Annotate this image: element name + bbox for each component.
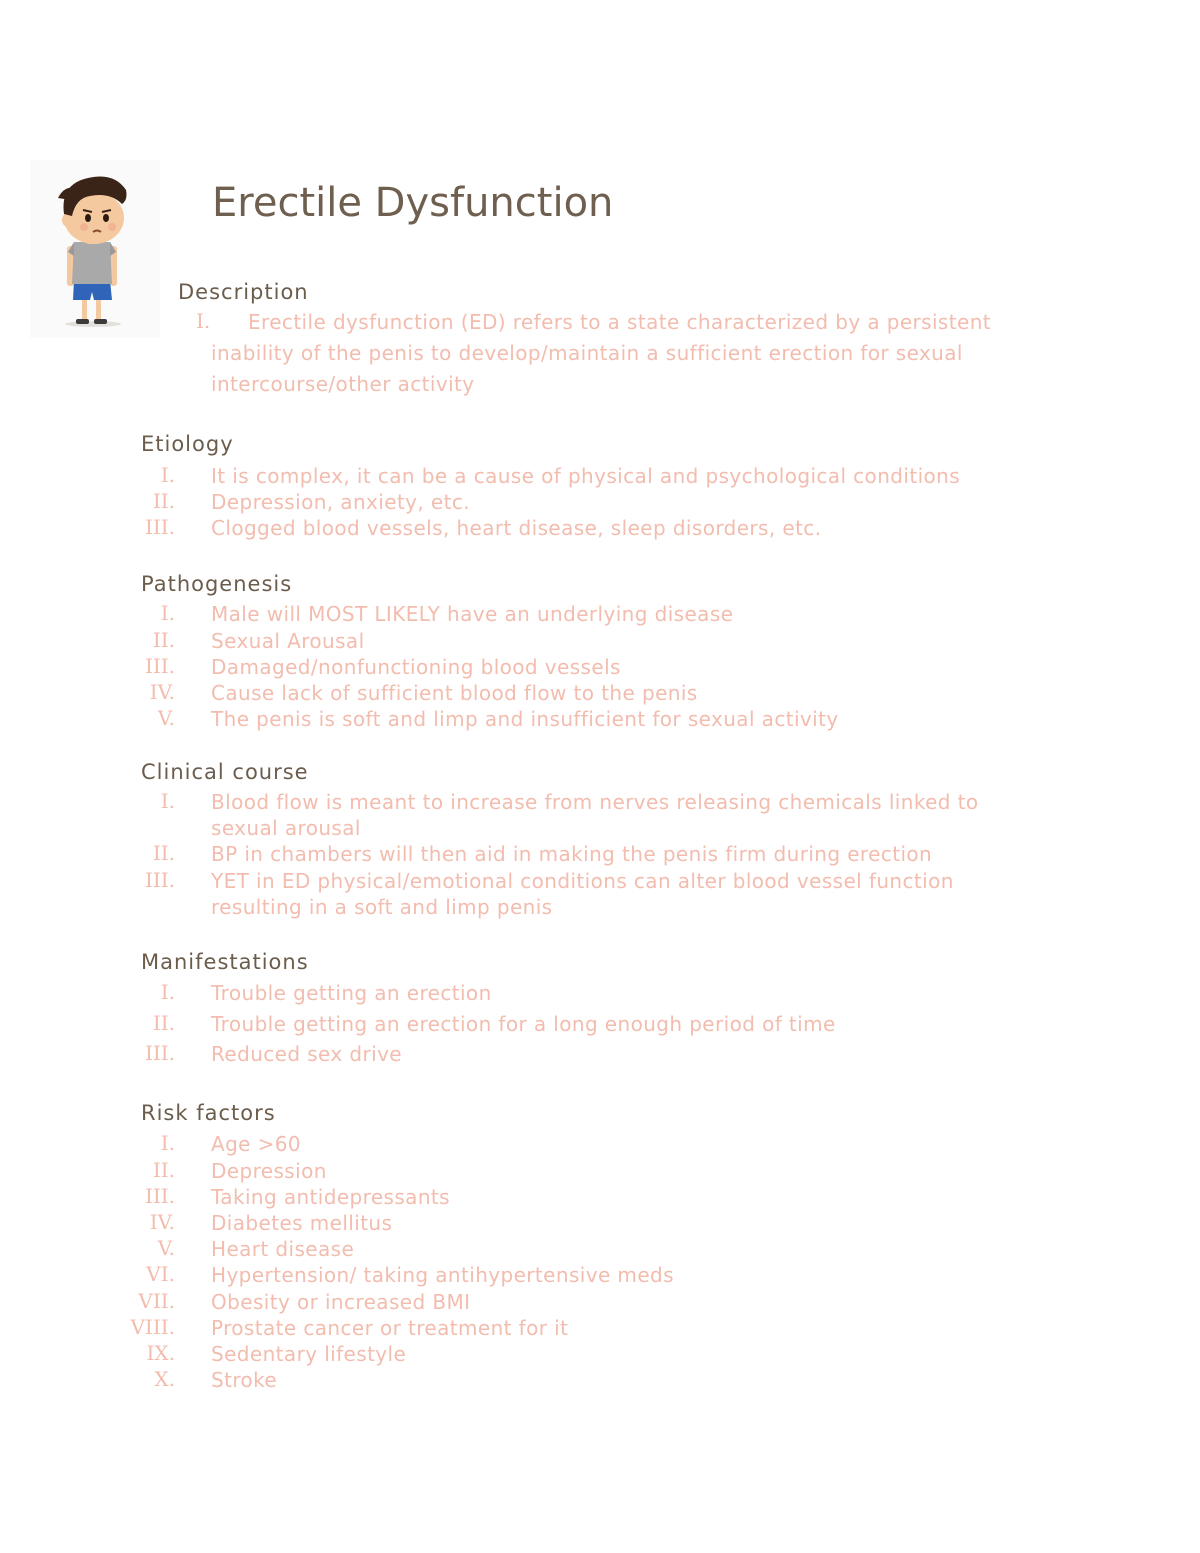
list-item [0, 1131, 1200, 1157]
list-item-number: I. [160, 789, 175, 813]
page-title: Erectile Dysfunction [212, 180, 614, 226]
section-heading-pathogenesis: Pathogenesis [141, 572, 293, 596]
list-item-number: II. [152, 489, 175, 513]
list-item-text: Reduced sex drive [211, 1042, 403, 1066]
list-item [0, 1367, 1200, 1393]
list-item [0, 1184, 1200, 1210]
list-item-text: YET in ED physical/emotional conditions can alter blood vessel function resulting in a soft and limp penis [211, 869, 954, 919]
list-item-number: IX. [146, 1341, 175, 1365]
list-item-number: III. [144, 1041, 175, 1065]
list-item-number: VIII. [130, 1315, 175, 1339]
list-item-number: I. [160, 980, 175, 1004]
list-item-text: Taking antidepressants [211, 1185, 450, 1209]
list-item-text: Stroke [211, 1368, 278, 1392]
list-item-number: III. [144, 868, 175, 892]
list-item-text: Depression [211, 1159, 327, 1183]
list-item-text: It is complex, it can be a cause of physical and psychological conditions [211, 464, 961, 488]
list-item [0, 515, 1200, 541]
list-item [0, 628, 1200, 654]
list-item-text: BP in chambers will then aid in making the penis firm during erection [211, 842, 933, 866]
list-item-number: I. [160, 1131, 175, 1155]
list-item [0, 868, 1200, 919]
list-item-text: Depression, anxiety, etc. [211, 490, 471, 514]
list-item-text: Trouble getting an erection for a long enough period of time [211, 1012, 836, 1036]
list-item-number: I. [160, 601, 175, 625]
list-item-text: Erectile dysfunction (ED) refers to a state characterized by a persistent inability of the penis to develop/maintain a sufficient erection for sexual intercourse/other activity [211, 310, 992, 396]
list-item-text: Blood flow is meant to increase from nerves releasing chemicals linked to sexual arousal [211, 790, 979, 840]
section-heading-description: Description [178, 280, 309, 304]
cartoon-boy-icon [30, 160, 160, 338]
section-heading-manifestations: Manifestations [141, 950, 309, 974]
list-item [0, 601, 1200, 627]
list-item-number: I. [196, 309, 211, 333]
list-item-number: II. [152, 841, 175, 865]
list-item-text: Male will MOST LIKELY have an underlying disease [211, 602, 734, 626]
list-item-number: X. [154, 1367, 175, 1391]
list-item-text: Clogged blood vessels, heart disease, sleep disorders, etc. [211, 516, 822, 540]
list-item-number: III. [144, 654, 175, 678]
list-item-text: Trouble getting an erection [211, 981, 492, 1005]
list-item-number: V. [157, 706, 175, 730]
list-item-number: III. [144, 515, 175, 539]
list-item-text: Cause lack of sufficient blood flow to the penis [211, 681, 698, 705]
list-item-text: Damaged/nonfunctioning blood vessels [211, 655, 621, 679]
list-item [0, 463, 1200, 489]
list-item-text: Sexual Arousal [211, 629, 365, 653]
section-heading-etiology: Etiology [141, 432, 234, 456]
list-item-number: II. [152, 1011, 175, 1035]
list-item-text: Age >60 [211, 1132, 302, 1156]
list-item [0, 1262, 1200, 1288]
list-item-number: IV. [149, 680, 175, 704]
list-item [0, 1236, 1200, 1262]
list-item [0, 789, 1200, 840]
list-item [0, 1158, 1200, 1184]
list-item [0, 1041, 1200, 1067]
list-item [0, 654, 1200, 680]
section-heading-clinical-course: Clinical course [141, 760, 309, 784]
list-item-text: Obesity or increased BMI [211, 1290, 471, 1314]
list-item-text: Diabetes mellitus [211, 1211, 393, 1235]
list-item-text: Heart disease [211, 1237, 355, 1261]
list-item [0, 706, 1200, 732]
list-item-number: V. [157, 1236, 175, 1260]
list-item-number: I. [160, 463, 175, 487]
list-item-number: IV. [149, 1210, 175, 1234]
list-item-text: The penis is soft and limp and insufficient for sexual activity [211, 707, 839, 731]
list-item [0, 1210, 1200, 1236]
list-item-text: Sedentary lifestyle [211, 1342, 407, 1366]
list-item-number: II. [152, 628, 175, 652]
section-heading-risk-factors: Risk factors [141, 1101, 276, 1125]
list-item-number: II. [152, 1158, 175, 1182]
list-item [0, 489, 1200, 515]
list-item-number: VI. [146, 1262, 175, 1286]
list-item-text: Prostate cancer or treatment for it [211, 1316, 569, 1340]
list-item [0, 680, 1200, 706]
list-item-number: III. [144, 1184, 175, 1208]
list-item-text: Hypertension/ taking antihypertensive meds [211, 1263, 674, 1287]
list-item [0, 1315, 1200, 1341]
list-item [0, 1289, 1200, 1315]
list-item [0, 1341, 1200, 1367]
list-item-number: VII. [138, 1289, 175, 1313]
list-item [0, 980, 1200, 1006]
list-item [0, 1011, 1200, 1037]
list-item [0, 841, 1200, 867]
